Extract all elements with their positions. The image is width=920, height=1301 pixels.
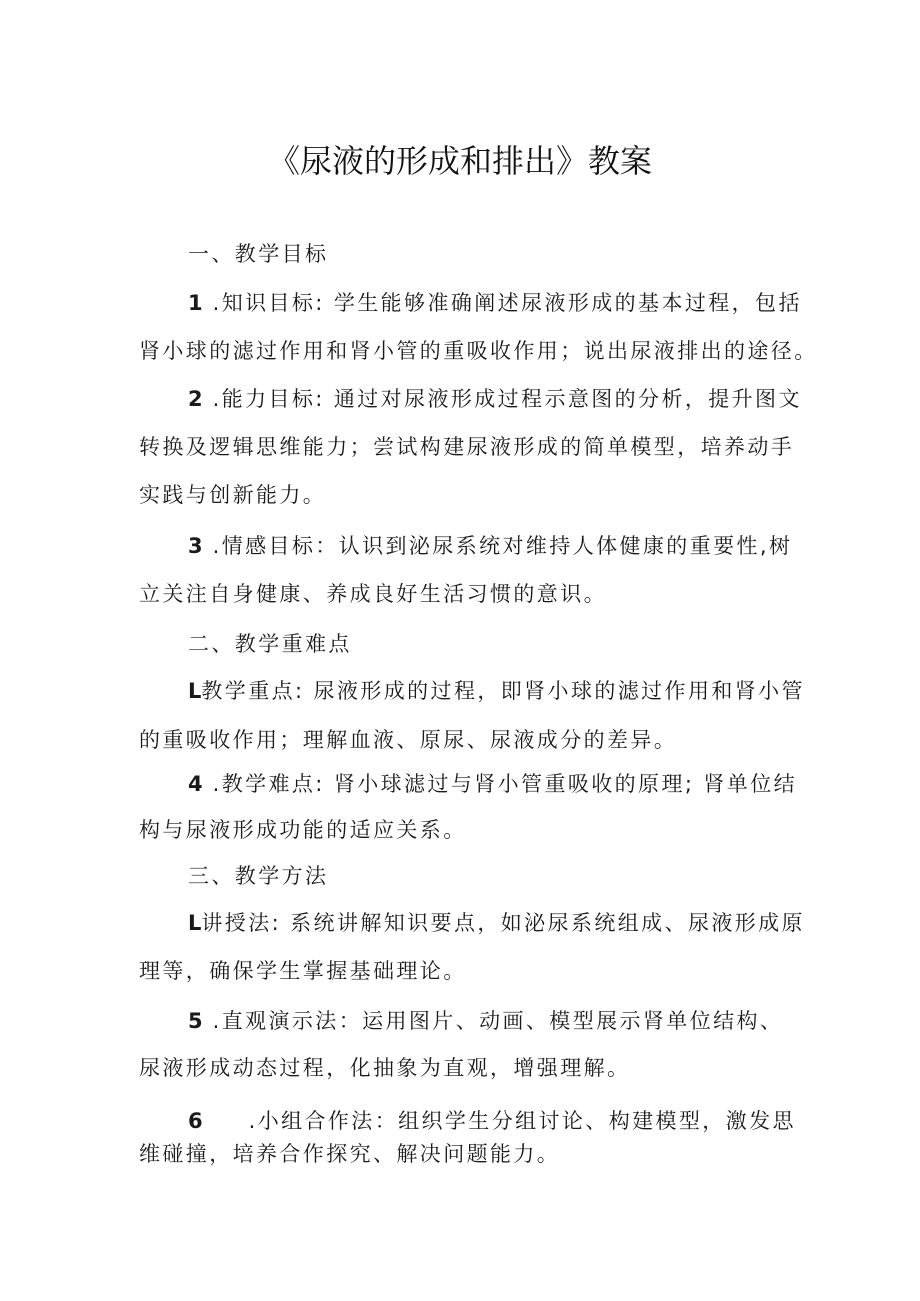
item-number: 5 [188,1009,203,1033]
item-number: 3 [188,534,203,558]
item-text: .教学难点: 肾小球滤过与肾小管重吸收的原理; 肾单位结 [212,772,797,796]
item-number: 6 [188,1109,203,1133]
item-text: 教学重点: 尿液形成的过程，即肾小球的滤过作用和肾小管 [201,679,805,703]
item-2-line-3: 实践与创新能力。 [139,483,327,507]
item-text: .直观演示法：运用图片、动画、模型展示肾单位结构、 [212,1009,784,1033]
item-number: 4 [188,772,203,796]
section-heading-methods: 三、教学方法 [188,864,329,888]
item-4-line-1 [188,768,797,798]
item-3-line-1 [188,530,792,560]
item-text: .情感目标：认识到泌尿系统对维持人体健康的重要性,树 [212,534,793,558]
item-text: .小组合作法：组织学生分组讨论、构建模型，激发思 [248,1109,796,1133]
item-2-line-1 [188,383,802,413]
item-lecture-line-2: 理等，确保学生掌握基础理论。 [139,959,467,983]
item-number: L [188,911,202,935]
item-1-line-1 [188,287,802,317]
item-5-line-2: 尿液形成动态过程，化抽象为直观，增强理解。 [139,1056,631,1080]
item-1-line-2: 肾小球的滤过作用和肾小管的重吸收作用；说出尿液排出的途径。 [139,339,818,363]
item-6-line-2: 维碰撞，培养合作探究、解决问题能力。 [139,1142,561,1166]
item-text: .能力目标: 通过对尿液形成过程示意图的分析，提升图文 [212,387,802,411]
item-6-line-1 [188,1105,796,1135]
document-title: 《尿液的形成和排出》教案 [267,142,652,180]
item-text: .知识目标: 学生能够准确阐述尿液形成的基本过程，包括 [212,291,802,315]
item-5-line-1 [188,1005,783,1035]
item-number: 2 [188,387,203,411]
item-2-line-2: 转换及逻辑思维能力；尝试构建尿液形成的简单模型，培养动手 [139,435,795,459]
item-key-line-1 [188,675,805,705]
item-lecture-line-1 [188,907,805,937]
section-heading-key-points: 二、教学重难点 [188,632,352,656]
item-number: 1 [188,291,203,315]
item-4-line-2: 构与尿液形成功能的适应关系。 [139,818,467,842]
item-text: 讲授法: 系统讲解知识要点，如泌尿系统组成、尿液形成原 [201,911,805,935]
item-3-line-2: 立关注自身健康、养成良好生活习惯的意识。 [139,582,607,606]
item-key-line-2: 的重吸收作用；理解血液、原尿、尿液成分的差异。 [139,728,678,752]
section-heading-objectives: 一、教学目标 [188,242,329,266]
item-number: L [188,679,202,703]
